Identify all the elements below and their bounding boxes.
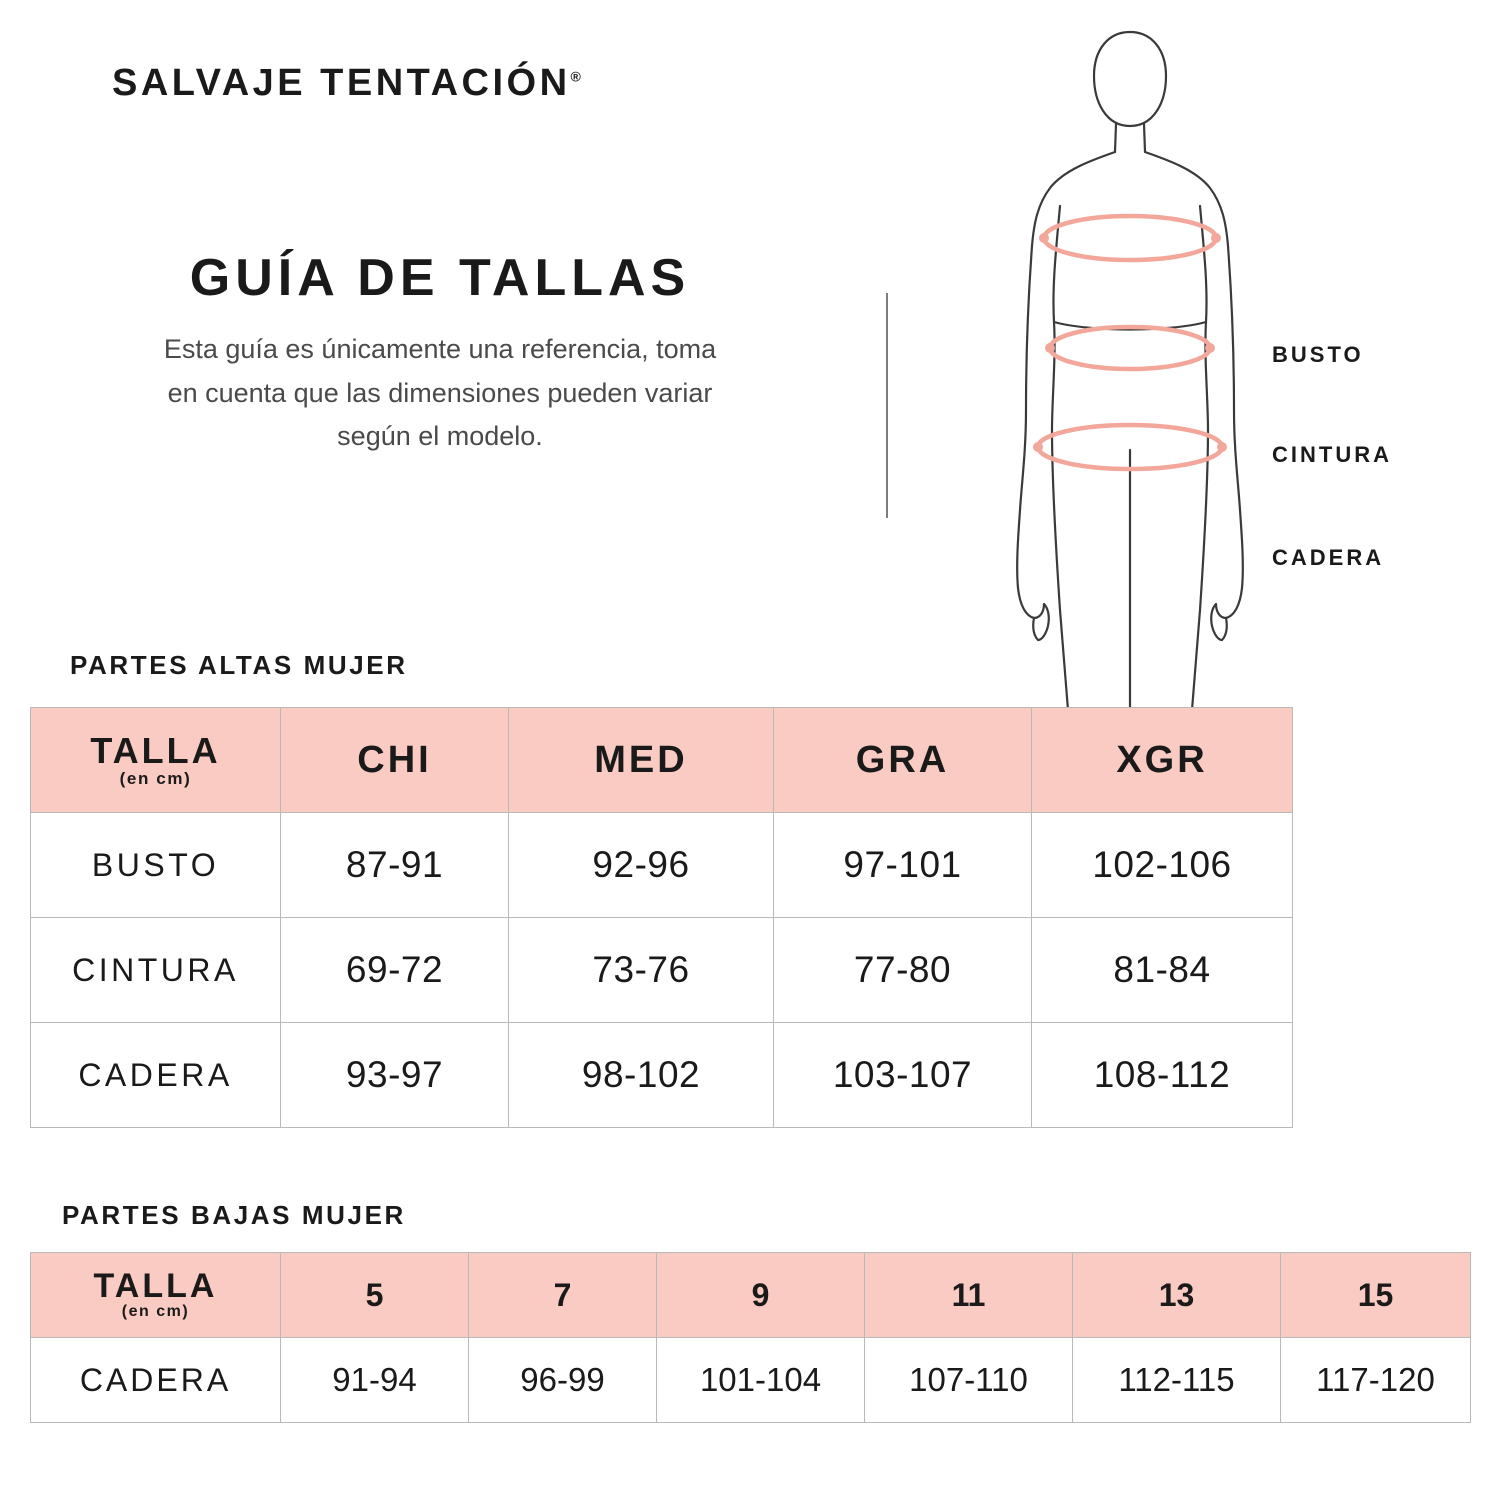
- upper-cintura-chi: 69-72: [281, 918, 509, 1023]
- upper-corner-label: TALLA: [90, 730, 221, 772]
- upper-busto-chi: 87-91: [281, 813, 509, 918]
- upper-col-header-med: MED: [509, 708, 774, 813]
- upper-row-label-cintura: CINTURA: [31, 918, 281, 1023]
- upper-corner-header: [31, 708, 281, 813]
- brand-name: SALVAJE TENTACIÓN: [112, 62, 571, 104]
- upper-cadera-gra: 103-107: [774, 1023, 1032, 1128]
- upper-busto-med: 92-96: [509, 813, 774, 918]
- label-cadera: CADERA: [1272, 545, 1385, 570]
- table-row: [31, 1338, 1471, 1423]
- lower-row-label-cadera: CADERA: [31, 1338, 281, 1423]
- upper-body-size-table: [30, 707, 1293, 1128]
- upper-cadera-chi: 93-97: [281, 1023, 509, 1128]
- upper-row-label-cadera: CADERA: [31, 1023, 281, 1128]
- label-cintura: CINTURA: [1272, 442, 1392, 467]
- intro-description: Esta guía es únicamente una referencia, toma en cuenta que las dimensiones pueden variar según el modelo.: [163, 334, 717, 452]
- registered-mark-icon: ®: [570, 68, 581, 85]
- lower-cadera-13: 112-115: [1073, 1338, 1281, 1423]
- upper-cintura-xgr: 81-84: [1032, 918, 1293, 1023]
- lower-col-header-9: 9: [657, 1253, 865, 1338]
- lower-col-header-15: 15: [1281, 1253, 1471, 1338]
- lower-col-header-7: 7: [469, 1253, 657, 1338]
- upper-col-header-gra: GRA: [774, 708, 1032, 813]
- table-row: [31, 1023, 1293, 1128]
- lower-col-header-13: 13: [1073, 1253, 1281, 1338]
- vertical-divider: [886, 293, 888, 518]
- lower-corner-unit: (en cm): [121, 1303, 190, 1321]
- table-row: [31, 918, 1293, 1023]
- upper-col-header-xgr: XGR: [1032, 708, 1293, 813]
- female-body-outline-icon: [960, 10, 1300, 710]
- lower-col-header-5: 5: [281, 1253, 469, 1338]
- lower-cadera-9: 101-104: [657, 1338, 865, 1423]
- lower-cadera-7: 96-99: [469, 1338, 657, 1423]
- busto-band: [1044, 216, 1216, 260]
- upper-busto-gra: 97-101: [774, 813, 1032, 918]
- lower-corner-label: TALLA: [93, 1266, 218, 1305]
- lower-cadera-15: 117-120: [1281, 1338, 1471, 1423]
- cintura-band: [1050, 327, 1210, 369]
- page-title: GUÍA DE TALLAS: [189, 249, 691, 307]
- caption-partes-altas: PARTES ALTAS MUJER: [70, 650, 408, 680]
- lower-col-header-11: 11: [865, 1253, 1073, 1338]
- lower-cadera-5: 91-94: [281, 1338, 469, 1423]
- caption-partes-bajas: PARTES BAJAS MUJER: [62, 1200, 406, 1230]
- upper-corner-unit: (en cm): [119, 768, 192, 788]
- intro-block: [60, 248, 820, 459]
- upper-row-label-busto: BUSTO: [31, 813, 281, 918]
- upper-cadera-med: 98-102: [509, 1023, 774, 1128]
- upper-cadera-xgr: 108-112: [1032, 1023, 1293, 1128]
- brand-title: [112, 62, 581, 105]
- lower-corner-header: [31, 1253, 281, 1338]
- table-header-row: [31, 1253, 1471, 1338]
- upper-busto-xgr: 102-106: [1032, 813, 1293, 918]
- lower-cadera-11: 107-110: [865, 1338, 1073, 1423]
- upper-col-header-chi: CHI: [281, 708, 509, 813]
- lower-body-size-table: [30, 1252, 1471, 1423]
- upper-cintura-med: 73-76: [509, 918, 774, 1023]
- body-figure-illustration: [960, 10, 1300, 710]
- table-header-row: [31, 708, 1293, 813]
- table-row: [31, 813, 1293, 918]
- upper-cintura-gra: 77-80: [774, 918, 1032, 1023]
- label-busto: BUSTO: [1272, 342, 1364, 367]
